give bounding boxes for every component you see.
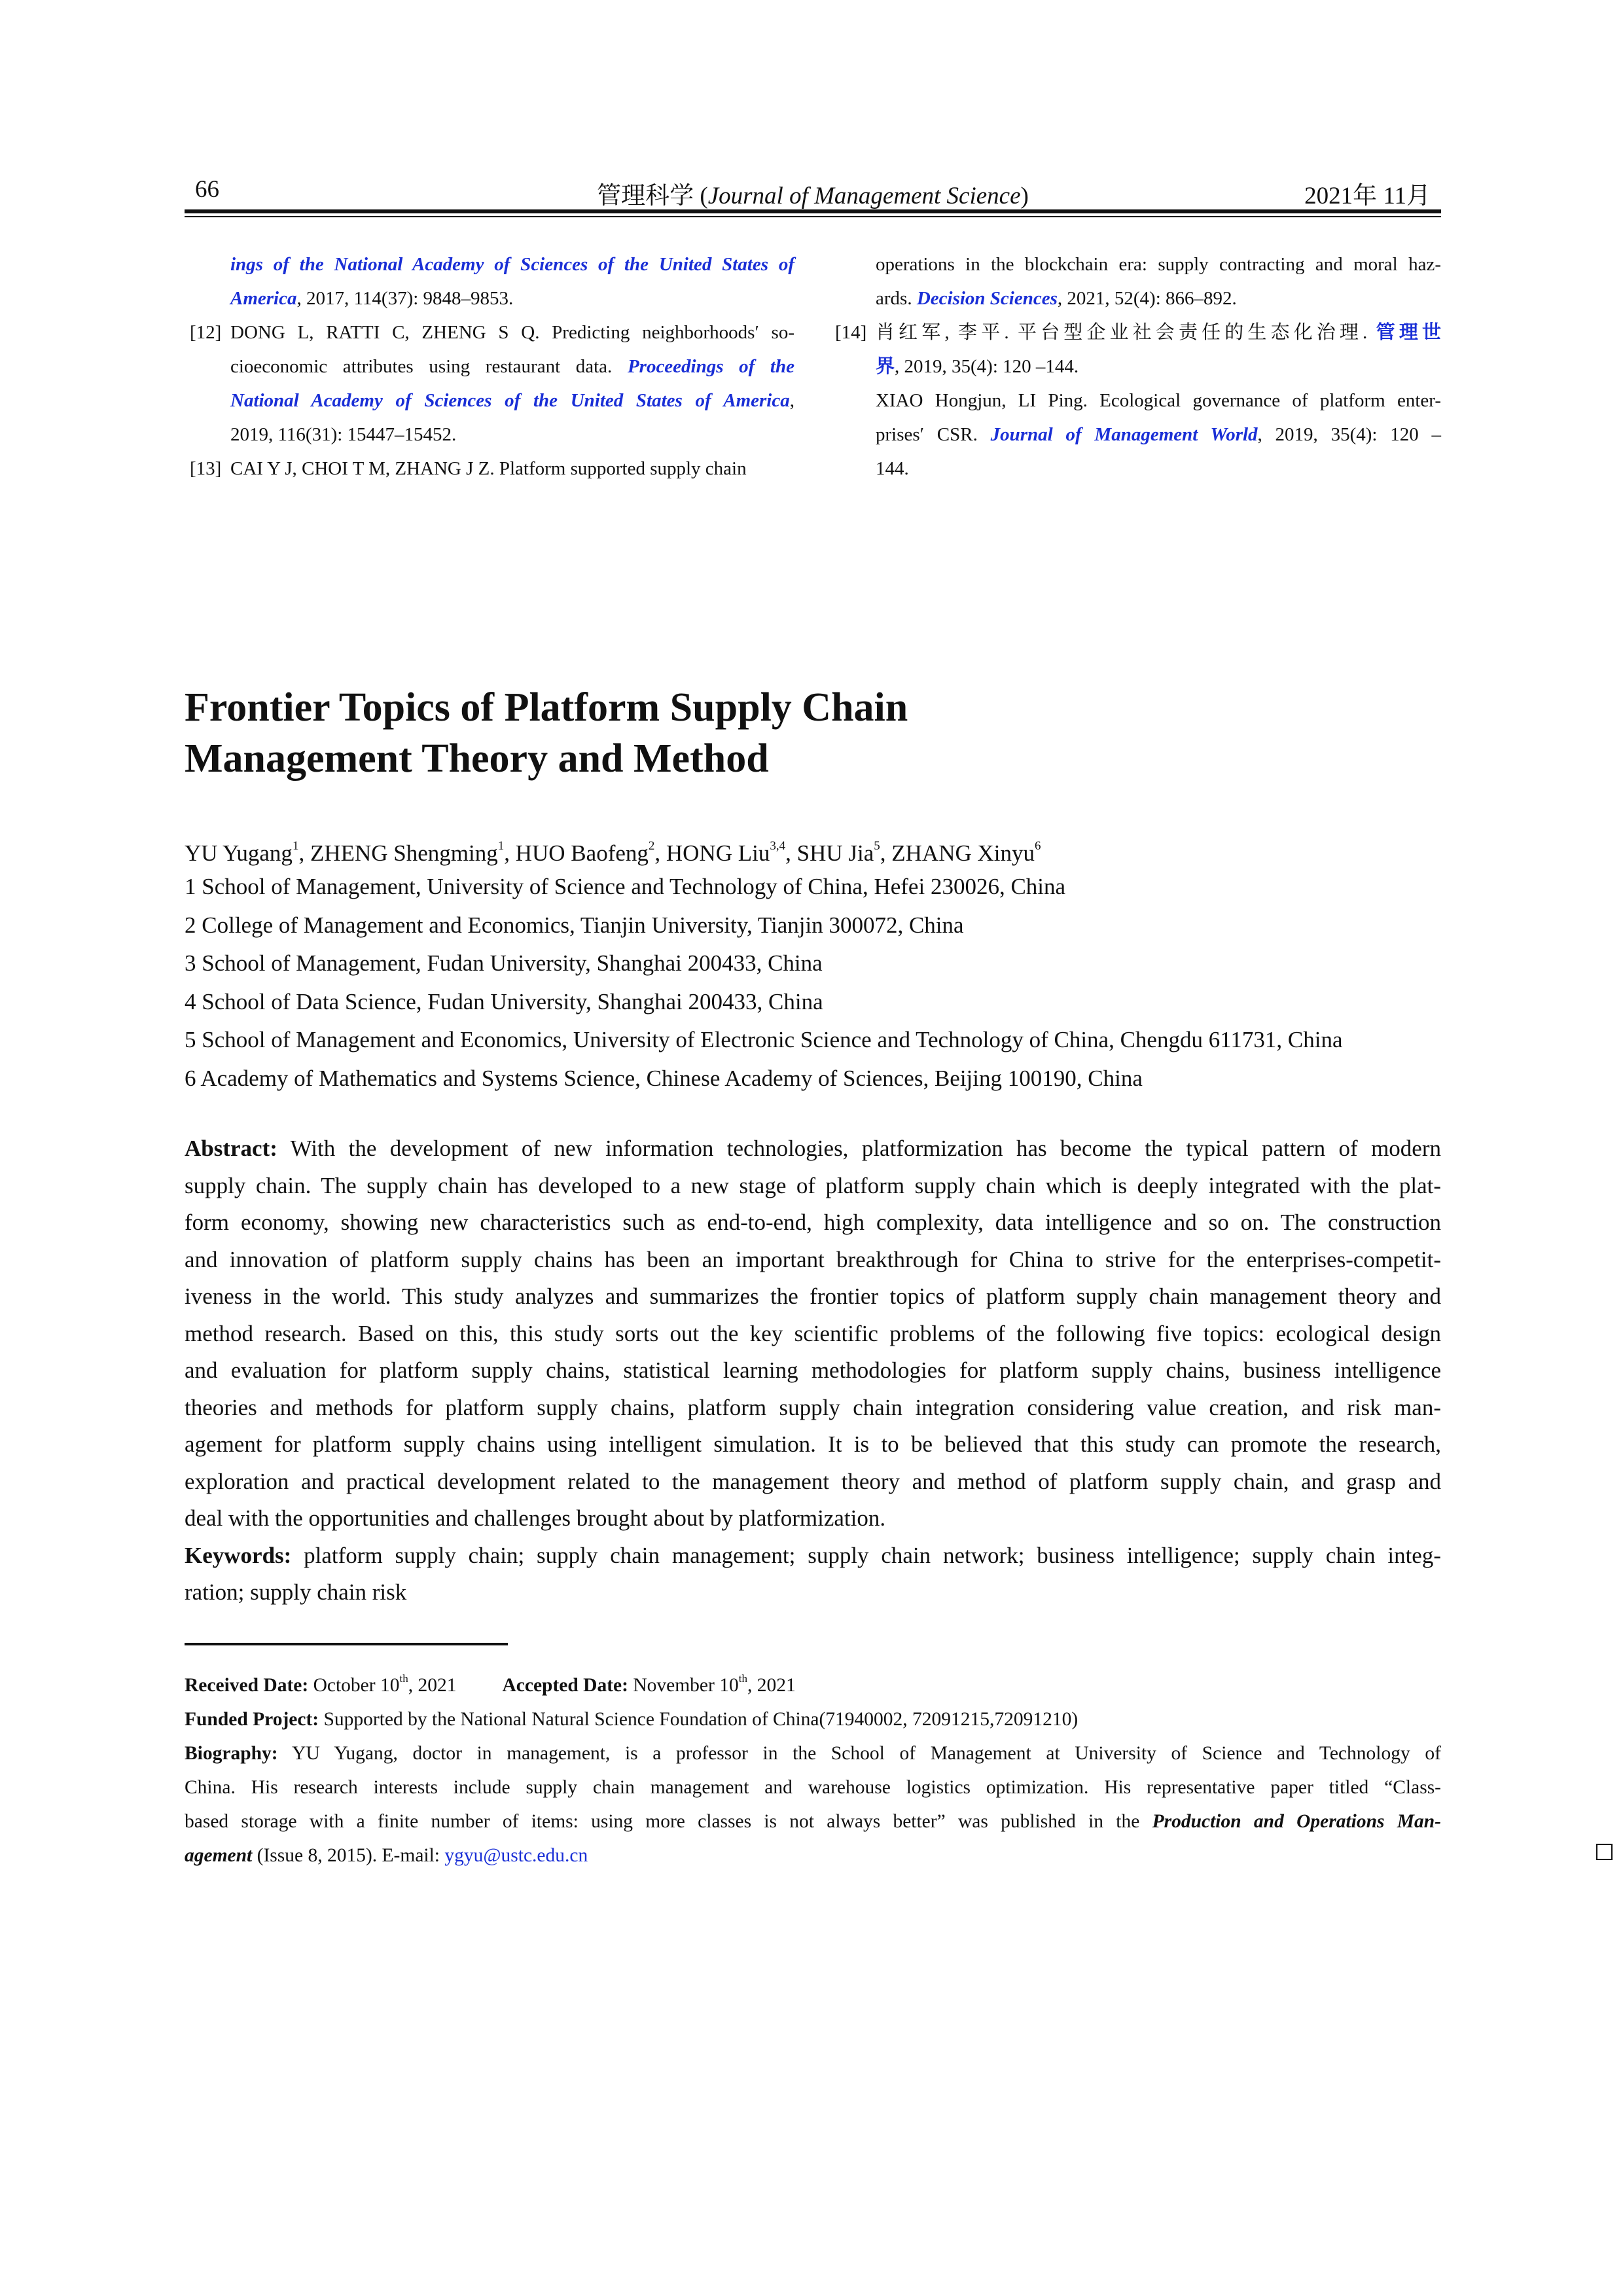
reference-number: [13] [190, 458, 222, 479]
footnotes [185, 1664, 1441, 1873]
abstract-line: agement for platform supply chains using intelligent simulation. It is to be believed that this study can promote the research, [185, 1431, 1441, 1457]
references-right-column [830, 247, 1441, 486]
abstract-line: theories and methods for platform supply chains, platform supply chain integration considering value creation, and risk man- [185, 1394, 1441, 1420]
author-name: YU Yugang$^1$ [185, 839, 299, 866]
reference-entry [185, 452, 794, 486]
affiliation: 5 School of Management and Economics, University of Electronic Science and Technology of China, Chengdu 611731, China [185, 1027, 1343, 1052]
author-list: YU Yugang$^1$, ZHENG Shengming$^1$, HUO Baofeng$^2$, HONG Liu$^{3,4}$, SHU Jia$^5$, ZHANG Xinyu$^6$ [185, 839, 1041, 866]
affiliation: 1 School of Management, University of Science and Technology of China, Hefei 230026, China [185, 874, 1066, 899]
article-title [185, 682, 1101, 784]
running-header [185, 175, 1441, 208]
abstract-line: and innovation of platform supply chains has been an important breakthrough for China to strive for the enterprises-competit- [185, 1246, 1441, 1272]
reference-line: 肖红军, 李平. 平台型企业社会责任的生态化治理. 管理世 [876, 322, 1441, 343]
reference-line: operations in the blockchain era: supply contracting and moral haz- [876, 254, 1441, 275]
abstract-line: exploration and practical development related to the management theory and method of platform supply chain, and grasp and [185, 1468, 1441, 1494]
reference-line: 2019, 116(31): 15447–15452. [230, 424, 457, 445]
end-mark-icon [1596, 1844, 1613, 1860]
abstract-line: method research. Based on this, this study sorts out the key scientific problems of the following five topics: ecological design [185, 1320, 1441, 1346]
affiliation: 2 College of Management and Economics, Tianjin University, Tianjin 300072, China [185, 912, 964, 938]
biography-line: agement (Issue 8, 2015). E-mail: ygyu@ustc.edu.cn [185, 1844, 588, 1866]
keywords-line: ration; supply chain risk [185, 1579, 407, 1605]
affiliation: 6 Academy of Mathematics and Systems Science, Chinese Academy of Sciences, Beijing 100190, China [185, 1065, 1143, 1091]
abstract-line: form economy, showing new characteristics such as end-to-end, high complexity, data intelligence and so on. The construction [185, 1210, 1441, 1235]
reference-line: cioeconomic attributes using restaurant data. Proceedings of the [230, 356, 794, 377]
abstract-block [185, 1130, 1441, 1611]
issue-date: 2021年 11月 [1304, 183, 1431, 209]
biography-line: China. His research interests include supply chain management and warehouse logistics optimization. His representative paper titled “Class- [185, 1776, 1441, 1798]
author-name: SHU Jia$^5$ [796, 839, 880, 866]
dates-line: Received Date: October 10th, 2021 Accepted Date: November 10th, 2021 [185, 1672, 796, 1696]
reference-line: DONG L, RATTI C, ZHENG S Q. Predicting neighborhoods′ so- [230, 322, 794, 343]
references-left-column [185, 247, 794, 486]
biography-line: Biography: YU Yugang, doctor in management, is a professor in the School of Management at University of Science and Technology of [185, 1742, 1441, 1764]
page-number: 66 [195, 176, 219, 203]
funded-line: Funded Project: Supported by the National Natural Science Foundation of China(71940002, 72091215,72091210) [185, 1708, 1079, 1730]
author-name: ZHENG Shengming$^1$ [310, 839, 505, 866]
reference-line: 144. [876, 458, 909, 479]
author-name: ZHANG Xinyu$^6$ [891, 839, 1041, 866]
title-line: Management Theory and Method [185, 736, 769, 781]
abstract-line: and evaluation for platform supply chains, statistical learning methodologies for platform supply chains, business intelligence [185, 1357, 1441, 1383]
keywords-label: Keywords: [185, 1542, 292, 1568]
footnote-rule [185, 1643, 508, 1645]
journal-name: 管理科学 (Journal of Management Science) [597, 183, 1029, 209]
reference-line: prises′ CSR. Journal of Management World, 2019, 35(4): 120 – [876, 424, 1441, 445]
title-line: Frontier Topics of Platform Supply Chain [185, 685, 908, 730]
author-name: HONG Liu$^{3,4}$ [666, 839, 786, 866]
abstract-line: iveness in the world. This study analyzes and summarizes the frontier topics of platform supply chain management theory and [185, 1283, 1441, 1309]
reference-line: ards. Decision Sciences, 2021, 52(4): 866–892. [876, 288, 1237, 309]
reference-line: CAI Y J, CHOI T M, ZHANG J Z. Platform supported supply chain [230, 458, 747, 479]
email-link[interactable]: ygyu@ustc.edu.cn [444, 1844, 588, 1866]
reference-line: America, 2017, 114(37): 9848–9853. [230, 288, 514, 309]
reference-line: 界, 2019, 35(4): 120 –144. [876, 356, 1079, 377]
reference-number: [14] [835, 322, 867, 343]
header-rule [185, 209, 1441, 213]
reference-entry [185, 247, 794, 315]
reference-entry [830, 315, 1441, 486]
reference-line: ings of the National Academy of Sciences of the United States of [230, 254, 794, 275]
abstract-line: deal with the opportunities and challenges brought about by platformization. [185, 1505, 886, 1531]
affiliation: 3 School of Management, Fudan University, Shanghai 200433, China [185, 950, 823, 976]
reference-entry [185, 315, 794, 452]
header-rule-thin [185, 216, 1441, 217]
affiliation: 4 School of Data Science, Fudan University, Shanghai 200433, China [185, 988, 823, 1014]
reference-line: XIAO Hongjun, LI Ping. Ecological governance of platform enter- [876, 390, 1441, 411]
biography-line: based storage with a finite number of items: using more classes is not always better” was published in the Production and Operations Man- [185, 1810, 1441, 1832]
abstract-line: Abstract: With the development of new information technologies, platformization has become the typical pattern of modern [185, 1136, 1441, 1161]
reference-line: National Academy of Sciences of the United States of America, [230, 390, 794, 411]
abstract-line: supply chain. The supply chain has developed to a new stage of platform supply chain which is deeply integrated with the plat- [185, 1172, 1441, 1198]
reference-entry [830, 247, 1441, 315]
abstract-label: Abstract: [185, 1136, 277, 1161]
affiliation-list [185, 868, 1343, 1098]
author-name: HUO Baofeng$^2$ [515, 839, 655, 866]
reference-number: [12] [190, 322, 222, 343]
keywords-line: Keywords: platform supply chain; supply chain management; supply chain network; business intelligence; supply chain integ- [185, 1542, 1441, 1568]
